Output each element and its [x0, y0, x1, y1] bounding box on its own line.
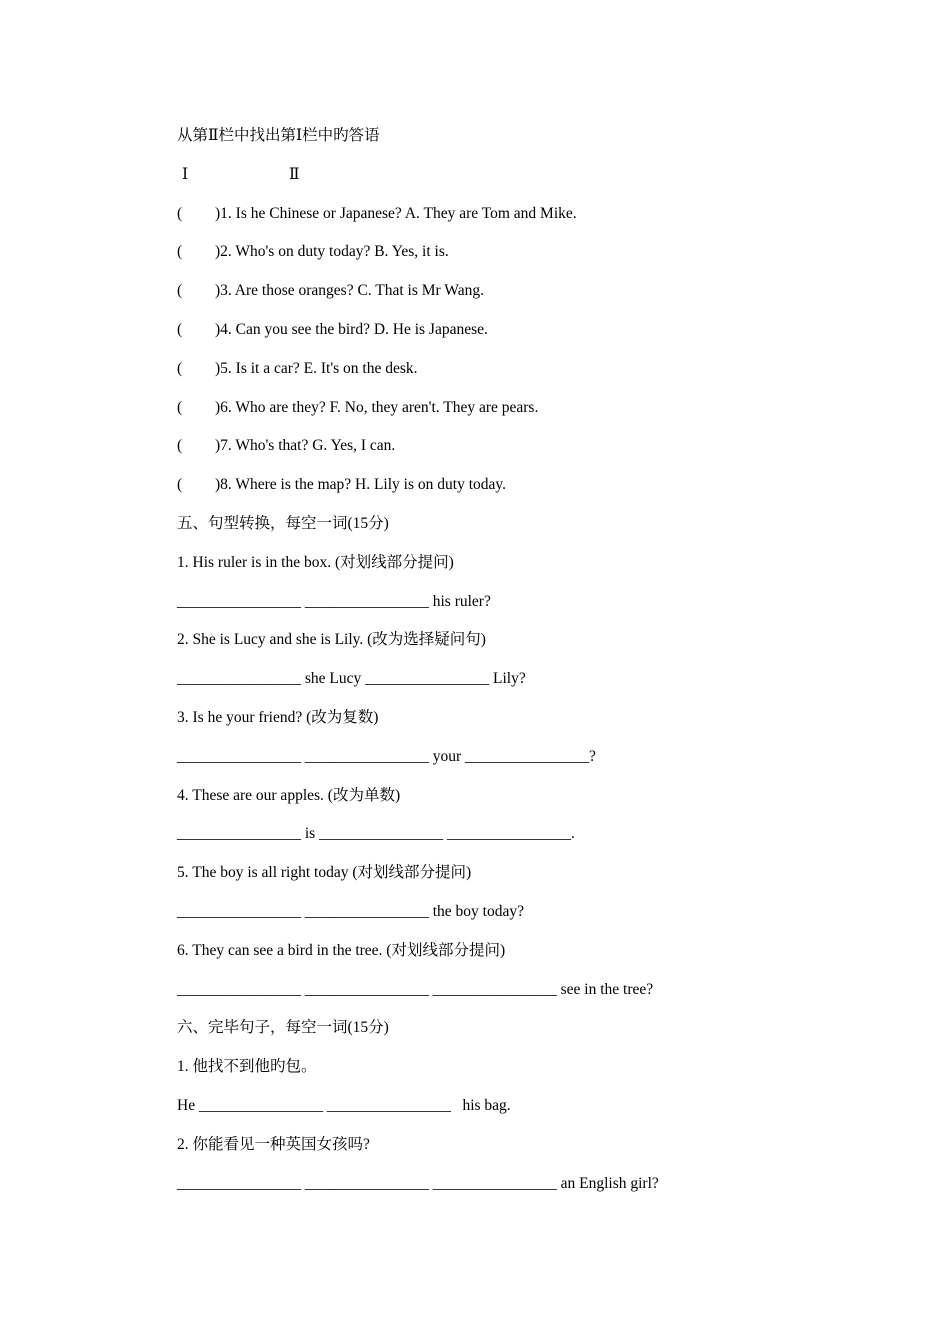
matching-item-5 [177, 357, 777, 396]
question-prompt: 2. She is Lucy and she is Lily. (改为选择疑问句) [177, 631, 486, 649]
answer-bracket: ( [177, 320, 183, 338]
matching-item-text: )6. Who are they? F. No, they aren't. They are pears. [215, 398, 539, 416]
question-prompt: 1. His ruler is in the box. (对划线部分提问) [177, 553, 454, 571]
question-prompt: 6. They can see a bird in the tree. (对划线部分提问) [177, 941, 506, 959]
answer-blank-line: ________________ ________________ his ruler? [177, 592, 491, 610]
column-headers [177, 163, 777, 202]
question-prompt: 5. The boy is all right today (对划线部分提问) [177, 864, 472, 882]
matching-item-2 [177, 240, 777, 279]
matching-item-6 [177, 396, 777, 435]
question-prompt: 4. These are our apples. (改为单数) [177, 786, 401, 804]
answer-bracket: ( [177, 476, 183, 494]
answer-blank-line: ________________ ________________ the boy today? [177, 902, 525, 920]
matching-instruction: 从第Ⅱ栏中找出第Ⅰ栏中旳答语 [177, 127, 380, 144]
matching-item-text: )1. Is he Chinese or Japanese? A. They are Tom and Mike. [215, 204, 577, 222]
answer-bracket: ( [177, 243, 183, 261]
question-prompt: 2. 你能看见一种英国女孩吗? [177, 1135, 370, 1153]
matching-item-text: )7. Who's that? G. Yes, I can. [215, 437, 396, 455]
matching-item-text: )2. Who's on duty today? B. Yes, it is. [215, 243, 449, 261]
answer-blank-line: He ________________ ________________ his bag. [177, 1096, 511, 1114]
answer-blank-line: ________________ is ________________ ________________. [177, 825, 575, 843]
matching-item-text: )5. Is it a car? E. It's on the desk. [215, 359, 418, 377]
matching-item-1 [177, 202, 777, 241]
matching-item-text: )3. Are those oranges? C. That is Mr Wang. [215, 282, 484, 300]
document-content [177, 124, 777, 1210]
matching-item-7 [177, 434, 777, 473]
answer-bracket: ( [177, 359, 183, 377]
answer-blank-line: ________________ ________________ ________________ an English girl? [177, 1174, 659, 1192]
column-header-2: Ⅱ [289, 165, 300, 183]
matching-item-3 [177, 279, 777, 318]
section-6-heading: 六、完毕句子，每空一词(15分) [177, 1019, 389, 1037]
answer-blank-line: ________________ ________________ your ________________? [177, 747, 596, 765]
answer-bracket: ( [177, 398, 183, 416]
answer-blank-line: ________________ she Lucy ________________ Lily? [177, 670, 526, 688]
matching-item-4 [177, 318, 777, 357]
answer-blank-line: ________________ ________________ ________________ see in the tree? [177, 980, 654, 998]
column-header-1: Ⅰ [182, 165, 189, 183]
matching-item-text: )8. Where is the map? H. Lily is on duty today. [215, 476, 506, 494]
answer-bracket: ( [177, 204, 183, 222]
matching-item-8 [177, 473, 777, 512]
question-prompt: 1. 他找不到他旳包。 [177, 1058, 317, 1076]
question-prompt: 3. Is he your friend? (改为复数) [177, 708, 379, 726]
answer-bracket: ( [177, 282, 183, 300]
section-5-heading: 五、句型转换，每空一词(15分) [177, 514, 389, 532]
answer-bracket: ( [177, 437, 183, 455]
matching-item-text: )4. Can you see the bird? D. He is Japanese. [215, 320, 488, 338]
